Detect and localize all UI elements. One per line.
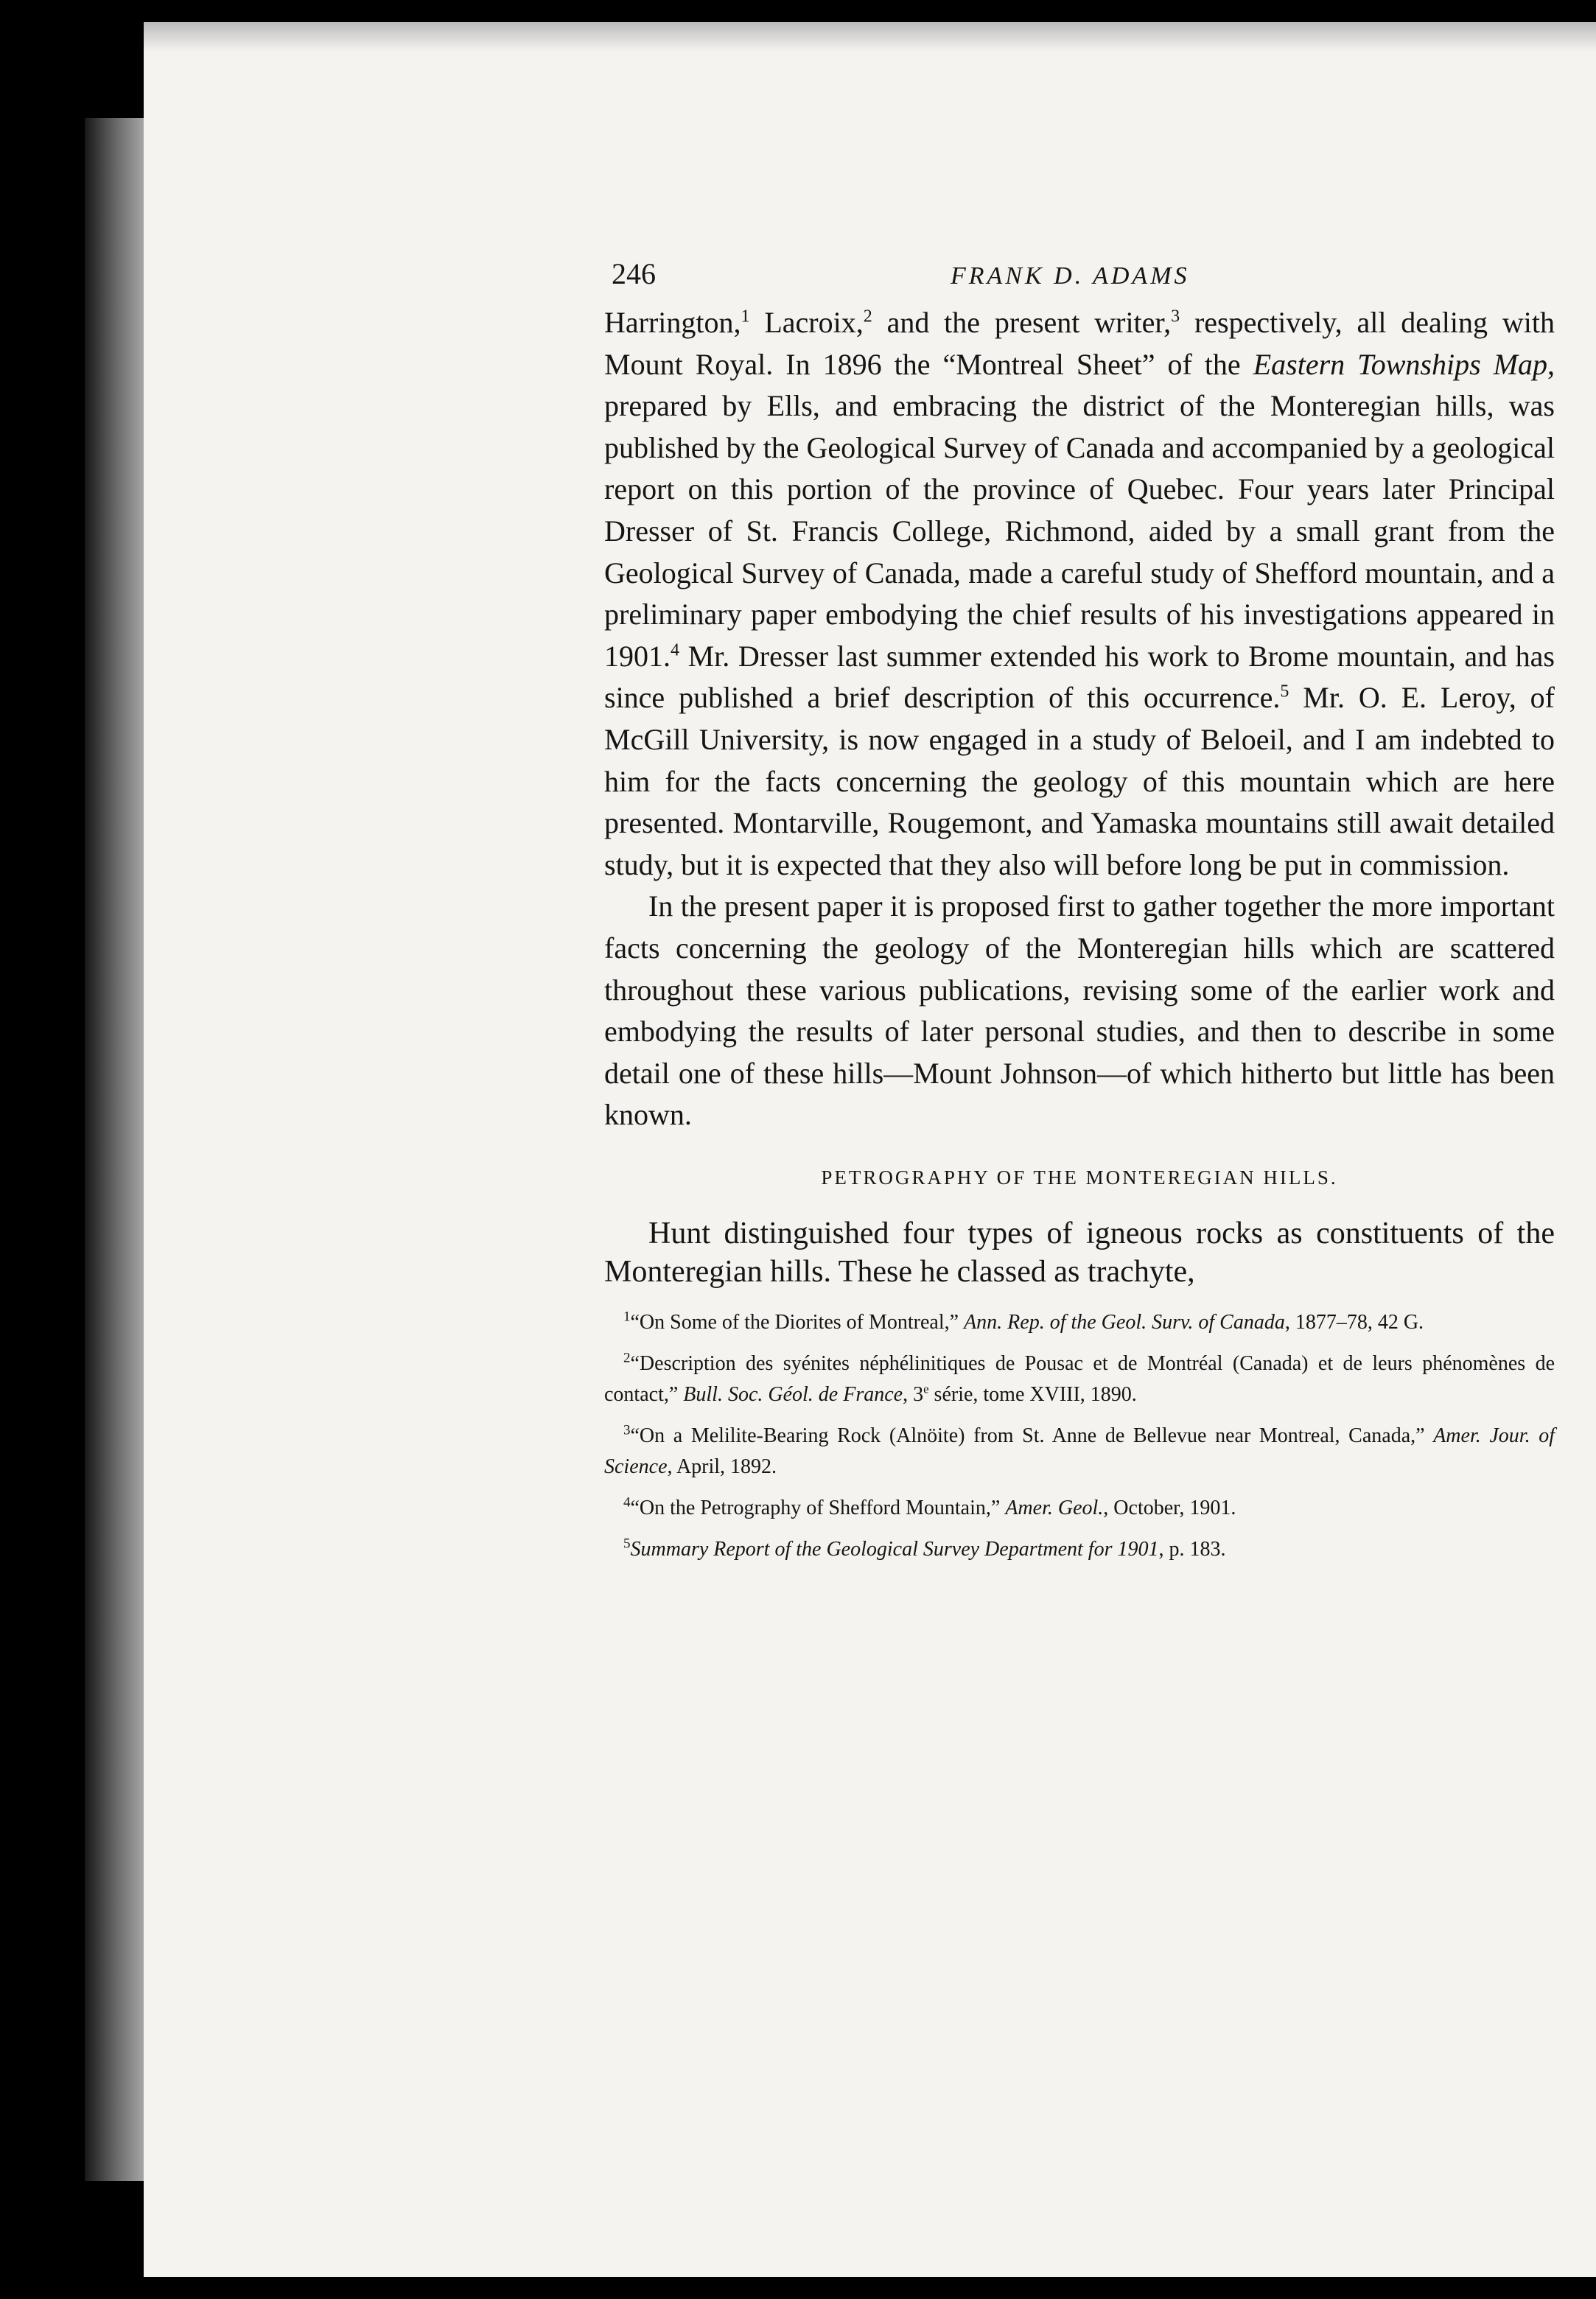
text: Lacroix,	[749, 306, 864, 339]
footnote-number: 4	[623, 1494, 631, 1511]
footnote-ref: 2	[863, 307, 872, 326]
text: , October, 1901.	[1103, 1496, 1236, 1519]
italic-title: Amer. Geol.	[1005, 1496, 1104, 1519]
section-heading: PETROGRAPHY OF THE MONTEREGIAN HILLS.	[821, 1166, 1338, 1189]
italic-title: Amer. Jour. of Science	[604, 1424, 1555, 1478]
footnote-ref: 4	[671, 640, 679, 660]
text: “On the Petrography of Shefford Mountain,”	[630, 1496, 1006, 1519]
text: , 3	[903, 1382, 924, 1406]
text: “On a Melilite-Bearing Rock (Alnöite) from St. Anne de Bellevue near Montreal, Canada,”	[630, 1424, 1434, 1447]
paragraph-2: In the present paper it is proposed first to gather together the more important facts concerning the geology of the Monteregian hills which are scattered throughout these various publications, revising some of the earlier work and embodying the results of later personal studies, and then to describe in some detail one of these hills—Mount Johnson—of which hitherto but little has been known.	[604, 889, 1555, 1132]
page-content	[604, 251, 1555, 1575]
footnote-number: 2	[623, 1350, 631, 1366]
text: and the present writer,	[872, 306, 1172, 339]
text: , prepared by Ells, and embracing the district of the Monteregian hills, was published by the Geological Survey of Canada and accompanied by a geological report on this portion of the province of Quebec. Four years later Principal Dresser of St. Francis College, Richmond, aided by a small grant from the Geological Survey of Canada, made a careful study of Shefford mountain, and a preliminary paper embodying the chief results of his investigations appeared in 1901.	[604, 347, 1555, 673]
footnote-number: 1	[623, 1309, 631, 1325]
text: “Description des syénites néphélinitiques de Pousac et de Montréal (Canada) et de leurs phénomènes de contact,”	[604, 1351, 1555, 1406]
footnote-5	[604, 1534, 1555, 1565]
italic-title: Bull. Soc. Géol. de France	[683, 1382, 903, 1406]
text: Mr. O. E. Leroy, of McGill University, is now engaged in a study of Beloeil, and I am indebted to him for the facts concerning the geology of this mountain which are here presented. Montarville, Rougemont, and Yamaska mountains still await detailed study, but it is expected that they also will before long be put in commission.	[604, 681, 1555, 881]
footnote-2	[604, 1348, 1555, 1410]
text: , p. 183.	[1158, 1537, 1226, 1561]
running-head	[604, 251, 1555, 302]
footnotes	[604, 1307, 1555, 1565]
text: Harrington,	[604, 306, 741, 339]
text: série, tome XVIII, 1890.	[928, 1382, 1137, 1406]
italic-title: Summary Report of the Geological Survey Department for 1901	[630, 1537, 1159, 1561]
paragraph-1	[604, 302, 1555, 886]
footnote-number: 5	[623, 1536, 631, 1552]
italic-title: Eastern Townships Map	[1253, 347, 1547, 381]
text: “On Some of the Diorites of Montreal,”	[630, 1310, 965, 1334]
text: respectively, all dealing with Mount Royal. In 1896 the “Montreal Sheet” of the	[604, 306, 1555, 381]
running-title: FRANK D. ADAMS	[951, 262, 1190, 290]
footnote-number: 3	[623, 1422, 631, 1438]
footnote-4	[604, 1493, 1555, 1524]
text: Mr. Dresser last summer extended his work to Brome mountain, and has since published a brief description of this occurrence.	[604, 639, 1555, 715]
page-top-edge	[144, 22, 1596, 52]
superscript: e	[923, 1382, 929, 1396]
page-number: 246	[612, 257, 656, 290]
footnote-ref: 1	[741, 307, 750, 326]
paragraph-3: Hunt distinguished four types of igneous rocks as constituents of the Monteregian hills. These he classed as trachyte,	[604, 1216, 1555, 1289]
text: , April, 1892.	[667, 1455, 777, 1478]
footnote-1	[604, 1307, 1555, 1338]
footnote-3	[604, 1421, 1555, 1483]
footnote-ref: 3	[1171, 307, 1180, 326]
footnote-ref: 5	[1280, 682, 1289, 702]
text: , 1877–78, 42 G.	[1284, 1310, 1424, 1334]
italic-title: Ann. Rep. of the Geol. Surv. of Canada	[964, 1310, 1285, 1334]
